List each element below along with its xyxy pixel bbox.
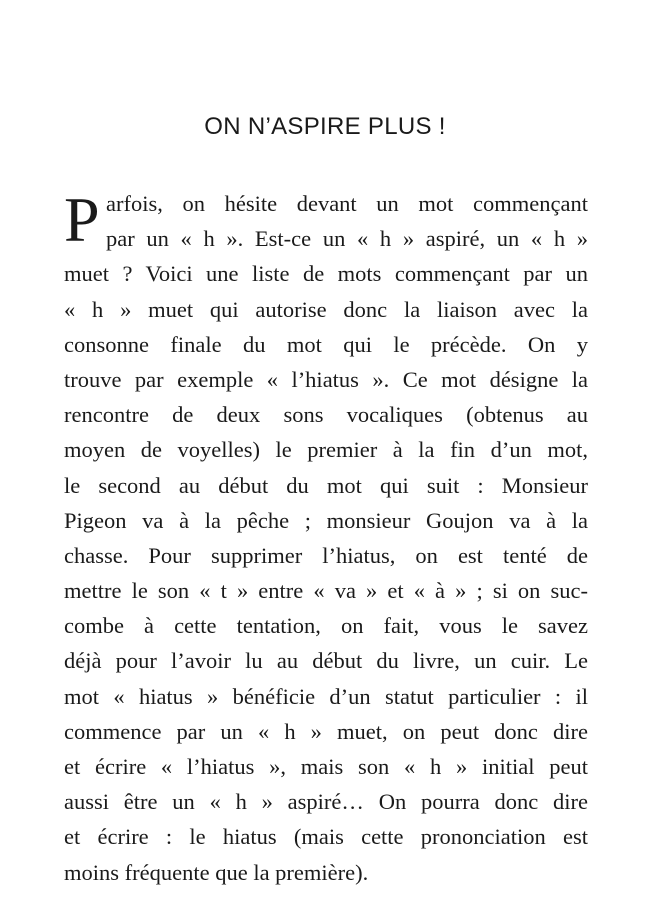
section-title: ON N’ASPIRE PLUS !: [204, 113, 446, 140]
text-line: et écrire : le hiatus (mais cette prononciation est: [64, 824, 588, 850]
text-line: chasse. Pour supprimer l’hiatus, on est tenté de: [64, 542, 588, 568]
text-line: moyen de voyelles) le premier à la fin d’un mot,: [64, 437, 588, 463]
text-line: par un « h ». Est-ce un « h » aspiré, un « h »: [106, 226, 588, 252]
text-line: muet ? Voici une liste de mots commençant par un: [64, 261, 588, 287]
drop-cap: P: [64, 184, 100, 255]
body-paragraph: [64, 186, 588, 890]
text-line: mot « hiatus » bénéficie d’un statut particulier : il: [64, 683, 588, 709]
text-line: « h » muet qui autorise donc la liaison avec la: [64, 296, 588, 322]
text-line: consonne finale du mot qui le précède. On y: [64, 331, 588, 357]
text-line: le second au début du mot qui suit : Monsieur: [64, 472, 588, 498]
text-line: arfois, on hésite devant un mot commençant: [106, 191, 588, 216]
text-line: mettre le son « t » entre « va » et « à » ; si on suc-: [64, 578, 588, 604]
text-line: combe à cette tentation, on fait, vous le savez: [64, 613, 588, 639]
text-line: aussi être un « h » aspiré… On pourra donc dire: [64, 789, 588, 815]
text-line: déjà pour l’avoir lu au début du livre, un cuir. Le: [64, 648, 588, 674]
text-line: rencontre de deux sons vocaliques (obtenus au: [64, 402, 588, 428]
text-line: trouve par exemple « l’hiatus ». Ce mot désigne la: [64, 366, 588, 392]
text-line: moins fréquente que la première).: [64, 859, 369, 885]
text-line: commence par un « h » muet, on peut donc dire: [64, 718, 588, 744]
text-line: Pigeon va à la pêche ; monsieur Goujon va à la: [64, 507, 588, 533]
text-line: et écrire « l’hiatus », mais son « h » initial peut: [64, 754, 588, 779]
